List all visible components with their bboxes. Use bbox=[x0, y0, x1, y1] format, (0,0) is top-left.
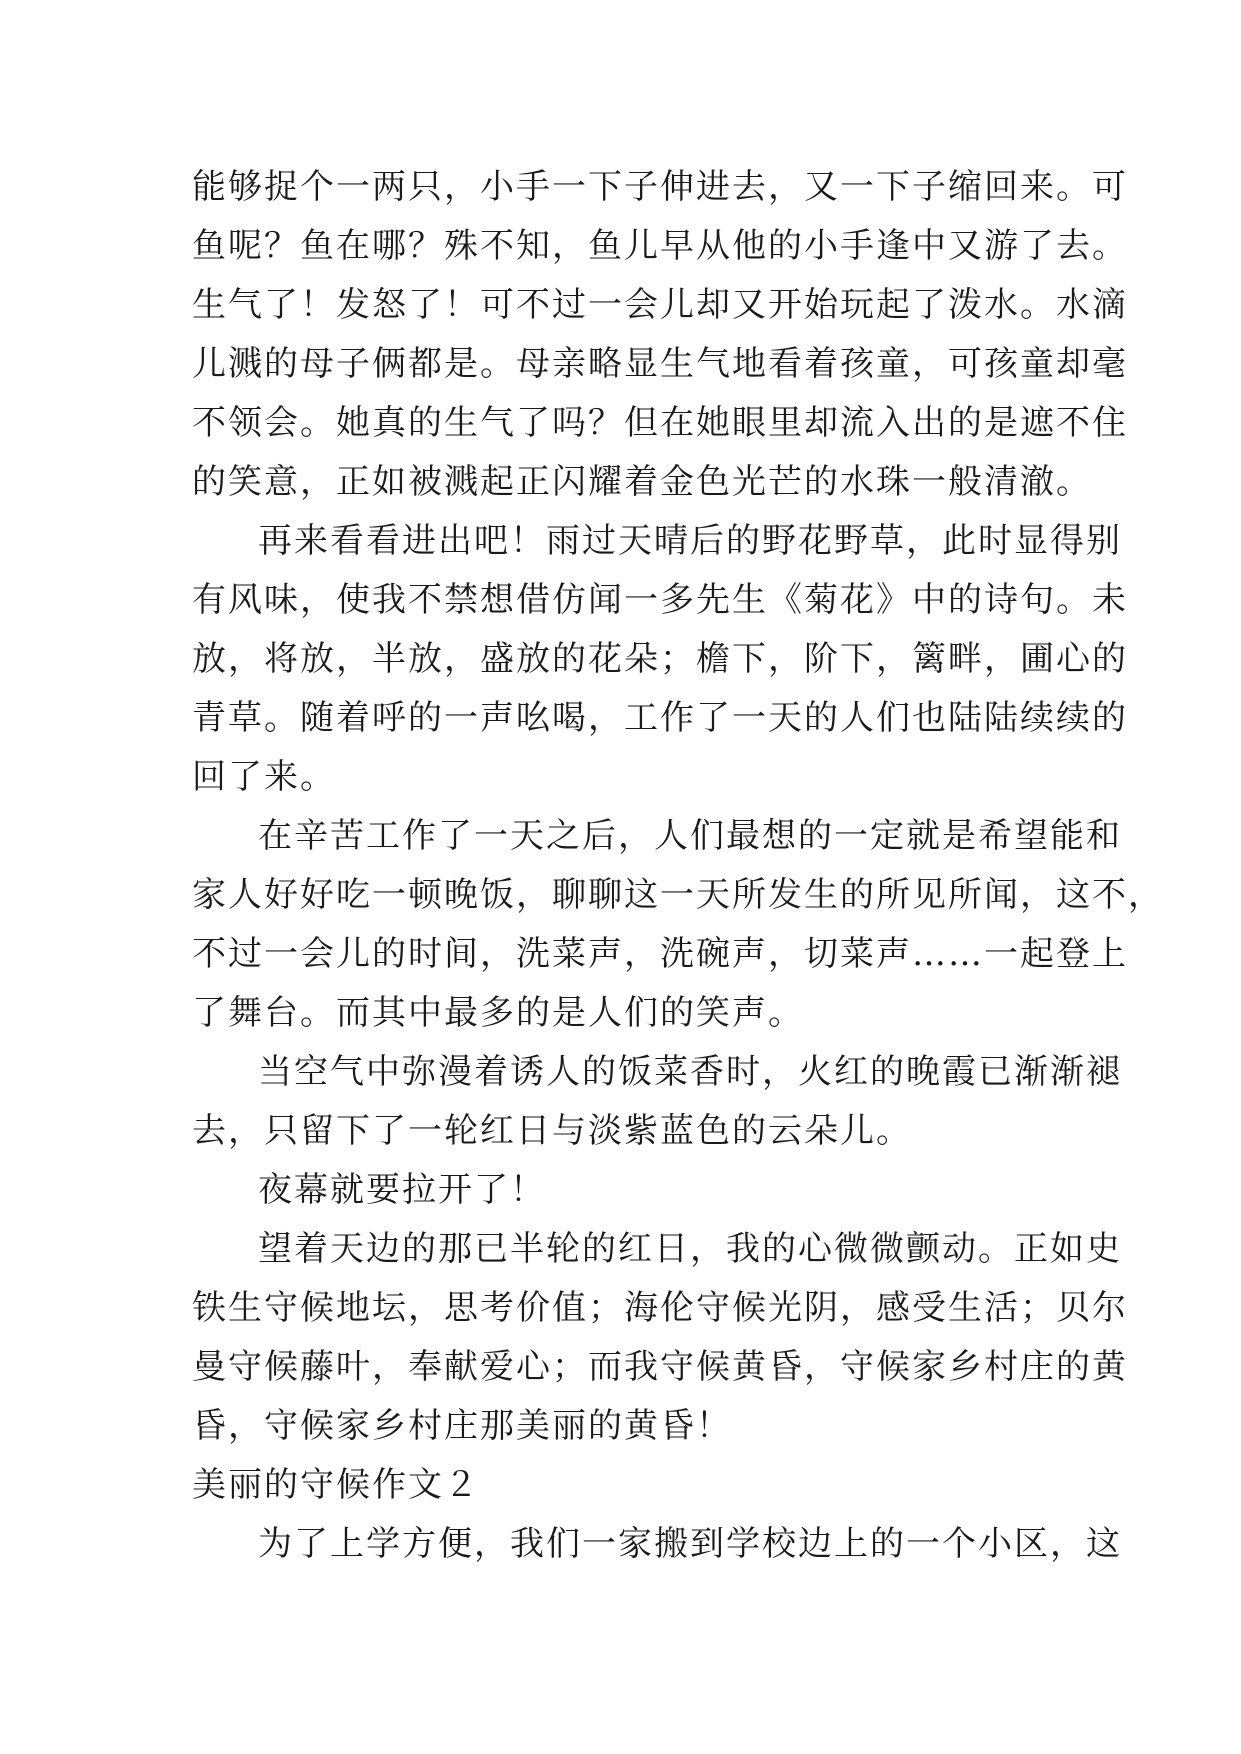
paragraph-start-line: 为了上学方便，我们一家搬到学校边上的一个小区，这 bbox=[258, 1524, 1122, 1564]
text-line: 去，只留下了一轮红日与淡紫蓝色的云朵儿。 bbox=[192, 1111, 912, 1151]
paragraph-start-line: 夜幕就要拉开了！ bbox=[258, 1170, 546, 1210]
text-line: 放，将放，半放，盛放的花朵；檐下，阶下，篱畔，圃心的 bbox=[192, 639, 1128, 679]
text-line: 不过一会儿的时间，洗菜声，洗碗声，切菜声……一起登上 bbox=[192, 934, 1128, 974]
text-line: 回了来。 bbox=[192, 757, 336, 797]
paragraph-start-line: 望着天边的那已半轮的红日，我的心微微颤动。正如史 bbox=[258, 1229, 1122, 1269]
section-heading: 美丽的守候作文２ bbox=[192, 1465, 480, 1505]
paragraph-start-line: 当空气中弥漫着诱人的饭菜香时，火红的晚霞已渐渐褪 bbox=[258, 1052, 1122, 1092]
paragraph-start-line: 在辛苦工作了一天之后，人们最想的一定就是希望能和 bbox=[258, 816, 1122, 856]
text-line: 青草。随着呼的一声吆喝，工作了一天的人们也陆陆续续的 bbox=[192, 698, 1128, 738]
text-line: 有风味，使我不禁想借仿闻一多先生《菊花》中的诗句。未 bbox=[192, 580, 1128, 620]
text-line: 曼守候藤叶，奉献爱心；而我守候黄昏，守候家乡村庄的黄 bbox=[192, 1347, 1128, 1387]
text-line: 铁生守候地坛，思考价值；海伦守候光阴，感受生活；贝尔 bbox=[192, 1288, 1128, 1328]
text-line: 了舞台。而其中最多的是人们的笑声。 bbox=[192, 993, 804, 1033]
text-line: 家人好好吃一顿晚饭，聊聊这一天所发生的所见所闻，这不， bbox=[192, 875, 1164, 915]
text-line: 的笑意，正如被溅起正闪耀着金色光芒的水珠一般清澈。 bbox=[192, 462, 1092, 502]
text-line: 鱼呢？鱼在哪？殊不知，鱼儿早从他的小手逢中又游了去。 bbox=[192, 226, 1128, 266]
essay-body bbox=[192, 158, 1164, 1574]
text-line: 儿溅的母子俩都是。母亲略显生气地看着孩童，可孩童却毫 bbox=[192, 344, 1128, 384]
paragraph-start-line: 再来看看进出吧！雨过天晴后的野花野草，此时显得别 bbox=[258, 521, 1122, 561]
text-line: 不领会。她真的生气了吗？但在她眼里却流入出的是遮不住 bbox=[192, 403, 1128, 443]
text-line: 生气了！发怒了！可不过一会儿却又开始玩起了泼水。水滴 bbox=[192, 285, 1128, 325]
text-line: 昏，守候家乡村庄那美丽的黄昏！ bbox=[192, 1406, 732, 1446]
text-line: 能够捉个一两只，小手一下子伸进去，又一下子缩回来。可 bbox=[192, 167, 1128, 207]
